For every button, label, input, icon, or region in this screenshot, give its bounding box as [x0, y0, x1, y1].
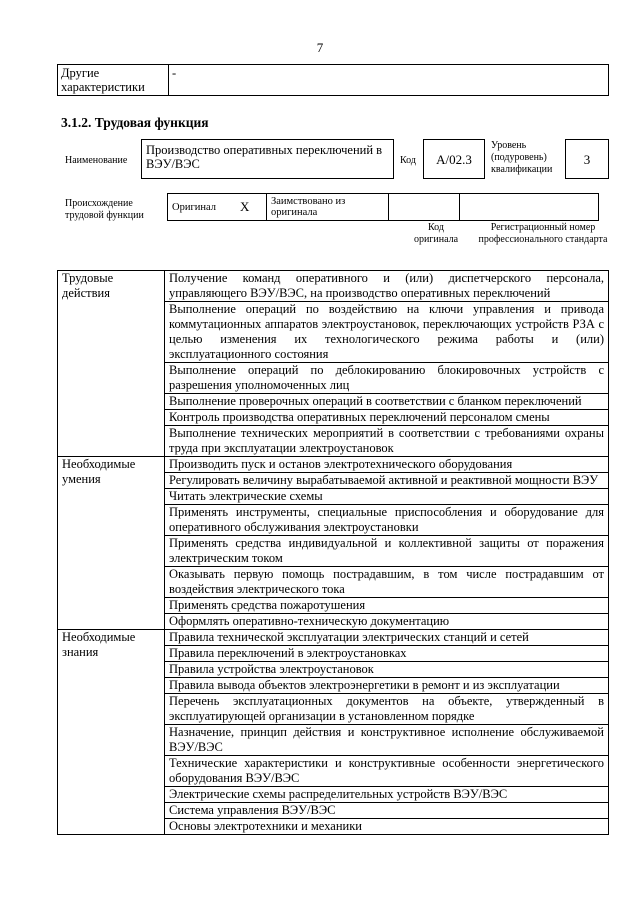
list-item: Выполнение технических мероприятий в соответствии с требованиями охраны труда при эксплуатации электроустановок [165, 426, 609, 457]
page-number: 7 [316, 40, 324, 55]
section-title: 3.1.2. Трудовая функция [61, 115, 209, 130]
list-item: Оформлять оперативно-техническую документацию [165, 614, 609, 630]
list-item: Технические характеристики и конструктивные особенности энергетического оборудования ВЭУ/ВЭС [165, 756, 609, 787]
list-item: Читать электрические схемы [165, 489, 609, 505]
origin-reg-cell [460, 194, 599, 221]
list-item: Производить пуск и останов электротехнического оборудования [165, 457, 609, 473]
list-item: Применять средства индивидуальной и коллективной защиты от поражения электрическим током [165, 536, 609, 567]
list-item: Система управления ВЭУ/ВЭС [165, 803, 609, 819]
list-item: Основы электротехники и механики [165, 819, 609, 835]
list-item: Правила устройства электроустановок [165, 662, 609, 678]
table-row [58, 457, 609, 473]
function-name-value: Производство оперативных переключений в ВЭУ/ВЭС [141, 139, 394, 179]
qualification-level-label: Уровень (подуровень) квалификации [491, 140, 553, 175]
origin-mark: Х [236, 194, 267, 221]
other-characteristics-value: - [169, 65, 609, 96]
list-item: Назначение, принцип действия и конструктивное исполнение обслуживаемой ВЭУ/ВЭС [165, 725, 609, 756]
table-row [58, 271, 609, 302]
table-row [58, 65, 609, 96]
table-row [168, 194, 599, 221]
code-original-label: Код оригинала [413, 222, 459, 245]
list-item: Получение команд оперативного и (или) диспетчерского персонала, управляющего ВЭУ/ВЭС, на производство оперативных переключений [165, 271, 609, 302]
list-item: Оказывать первую помощь пострадавшим, в том числе пострадавшим от воздействия электрического тока [165, 567, 609, 598]
list-item: Перечень эксплуатационных документов на объекте, утвержденный в эксплуатирующей организации в установленном порядке [165, 694, 609, 725]
table-row [58, 630, 609, 646]
origin-borrowed-label: Заимствовано из оригинала [267, 194, 389, 221]
list-item: Правила технической эксплуатации электрических станций и сетей [165, 630, 609, 646]
origin-label: Происхождение трудовой функции [65, 198, 144, 221]
list-item: Применять инструменты, специальные приспособления и оборудование для оперативного обслуживания электроустановки [165, 505, 609, 536]
category-label: Необходимые умения [58, 457, 165, 630]
list-item: Контроль производства оперативных переключений персоналом смены [165, 410, 609, 426]
reg-number-label: Регистрационный номер профессионального стандарта [478, 222, 608, 245]
list-item: Регулировать величину вырабатываемой активной и реактивной мощности ВЭУ [165, 473, 609, 489]
labor-function-table [57, 270, 609, 835]
origin-code-cell [389, 194, 460, 221]
category-label: Трудовые действия [58, 271, 165, 457]
origin-table [167, 193, 599, 221]
list-item: Применять средства пожаротушения [165, 598, 609, 614]
code-label: Код [400, 155, 416, 166]
other-characteristics-label: Другие характеристики [58, 65, 169, 96]
list-item: Правила вывода объектов электроэнергетики в ремонт и из эксплуатации [165, 678, 609, 694]
list-item: Правила переключений в электроустановках [165, 646, 609, 662]
qualification-level-value: 3 [565, 139, 609, 179]
name-label: Наименование [65, 155, 128, 166]
list-item: Выполнение операций по деблокированию блокировочных устройств с разрешения уполномоченных лиц [165, 363, 609, 394]
function-code-value: А/02.3 [423, 139, 485, 179]
list-item: Выполнение проверочных операций в соответствии с бланком переключений [165, 394, 609, 410]
list-item: Выполнение операций по воздействию на ключи управления и привода коммутационных аппаратов электроустановок, переключающих устройств РЗА с целью изменения их технологического режима работы и (или) эксплуатационного состояния [165, 302, 609, 363]
category-label: Необходимые знания [58, 630, 165, 835]
other-characteristics-table [57, 64, 609, 96]
list-item: Электрические схемы распределительных устройств ВЭУ/ВЭС [165, 787, 609, 803]
origin-original-label: Оригинал [168, 194, 237, 221]
